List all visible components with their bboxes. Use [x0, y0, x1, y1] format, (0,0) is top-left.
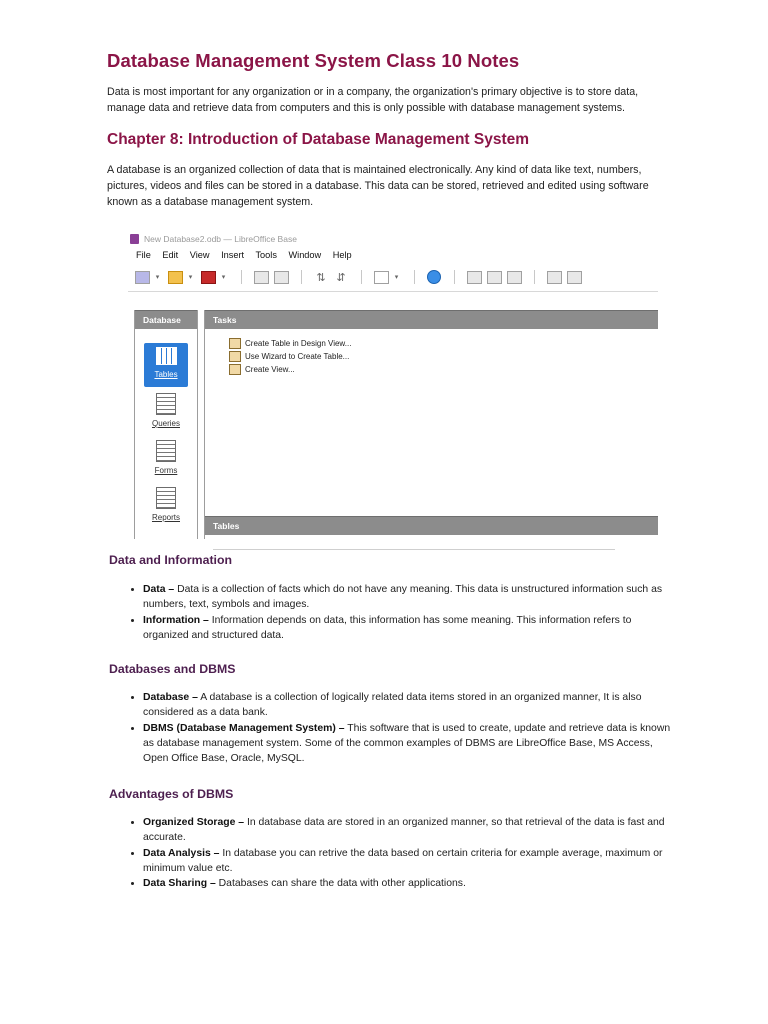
wizard-icon — [229, 351, 241, 362]
nav-forms-label: Forms — [154, 466, 178, 475]
task-label: Use Wizard to Create Table... — [245, 352, 350, 361]
reports-icon — [156, 487, 176, 509]
tables-pane-header: Tables — [205, 516, 658, 535]
task-label: Create Table in Design View... — [245, 339, 352, 348]
toolbar-separator — [293, 269, 309, 285]
bullet-list — [130, 815, 678, 891]
table-view-icon[interactable] — [466, 269, 482, 285]
task-table-wizard[interactable] — [229, 351, 349, 362]
form-dropdown-icon[interactable]: ▾ — [394, 274, 399, 281]
document-icon[interactable] — [566, 269, 582, 285]
sort-descending-icon[interactable]: ⇵ — [336, 271, 346, 284]
bullet-list — [130, 690, 678, 766]
list-item — [143, 815, 678, 846]
help-icon[interactable] — [426, 269, 442, 285]
design-table-icon — [229, 338, 241, 349]
intro-paragraph: Data is most important for any organization or in a company, the organization's primary objective is to store data, manage data and retrieve data from computers and this is only possible with database management systems. — [107, 86, 639, 114]
save-dropdown-icon[interactable]: ▾ — [221, 274, 226, 281]
new-document-icon[interactable] — [134, 269, 150, 285]
list-item-term: Data Analysis – — [143, 847, 220, 859]
window-title: New Database2.odb — LibreOffice Base — [144, 234, 297, 244]
list-item-text: Data is a collection of facts which do not have any meaning. This data is unstructured information such as numbers, text, symbols and images. — [143, 584, 663, 611]
libreoffice-base-icon — [130, 234, 139, 244]
nav-queries-label: Queries — [151, 419, 180, 428]
section-heading: Data and Information — [109, 553, 232, 567]
toolbar-divider — [128, 291, 658, 292]
toolbar-separator — [446, 269, 462, 285]
menu-insert[interactable]: Insert — [221, 250, 245, 260]
list-item-term: DBMS (Database Management System) – — [143, 722, 345, 734]
list-item — [143, 721, 678, 767]
new-dropdown-icon[interactable]: ▾ — [155, 274, 160, 281]
nav-forms[interactable] — [135, 440, 197, 475]
list-item — [143, 613, 678, 644]
page-title: Database Management System Class 10 Notes — [107, 50, 520, 71]
sort-ascending-icon[interactable]: ⇅ — [316, 271, 326, 284]
task-label: Create View... — [245, 365, 295, 374]
list-item — [143, 876, 678, 891]
open-dropdown-icon[interactable]: ▾ — [188, 274, 193, 281]
window-titlebar — [130, 232, 297, 246]
list-item-term: Database – — [143, 692, 198, 703]
section-heading: Advantages of DBMS — [109, 787, 234, 801]
task-create-view[interactable] — [229, 364, 295, 375]
libreoffice-base-screenshot — [128, 226, 658, 539]
menu-view[interactable]: View — [189, 250, 210, 260]
list-item-text: In database you can retrive the data based on certain criteria for example average, maximum or minimum value etc. — [143, 847, 663, 874]
toolbar-separator — [526, 269, 542, 285]
list-item-text: This software that is used to create, update and retrieve data is known as database management system. Some of the common examples of DBMS are LibreOffice Base, MS Access, Open Office Base, Oracle, MySQL. — [143, 722, 671, 765]
tables-icon — [156, 347, 177, 365]
tasks-pane — [204, 310, 658, 539]
database-pane-header: Database — [135, 310, 197, 329]
nav-tables[interactable] — [144, 343, 188, 387]
nav-reports[interactable] — [135, 487, 197, 522]
list-item-term: Information – — [143, 614, 209, 626]
list-view-icon[interactable] — [486, 269, 502, 285]
bullet-list — [130, 582, 678, 643]
copy-icon[interactable] — [253, 269, 269, 285]
forms-icon — [156, 440, 176, 462]
nav-tables-label: Tables — [154, 370, 178, 379]
menu-edit[interactable]: Edit — [162, 250, 179, 260]
menu-tools[interactable]: Tools — [255, 250, 277, 260]
list-item — [143, 582, 678, 613]
list-item-text: A database is a collection of logically related data items stored in an organized manner, It is also considered as a data bank. — [143, 692, 642, 719]
menu-window[interactable]: Window — [288, 250, 322, 260]
paste-icon[interactable] — [273, 269, 289, 285]
section-heading: Databases and DBMS — [109, 662, 236, 676]
queries-icon — [156, 393, 176, 415]
list-item-text: Information depends on data, this information has some meaning. This information refers to organized and structured data. — [143, 614, 632, 641]
toolbar — [134, 266, 586, 288]
database-pane — [134, 310, 198, 539]
save-icon[interactable] — [200, 269, 216, 285]
list-item-text: Databases can share the data with other applications. — [218, 878, 466, 890]
list-item-term: Organized Storage – — [143, 817, 245, 828]
nav-reports-label: Reports — [151, 513, 180, 522]
chapter-paragraph: A database is an organized collection of data that is maintained electronically. Any kind of data like text, numbers, pictures, videos and files can be stored in a database. This data can be stored, retrieved and edited using software known as a database management system. — [107, 164, 649, 208]
chapter-heading: Chapter 8: Introduction of Database Management System — [107, 131, 530, 148]
toolbar-separator — [406, 269, 422, 285]
list-item-term: Data – — [143, 584, 175, 595]
horizontal-rule — [213, 549, 615, 550]
menu-bar — [136, 250, 361, 260]
toolbar-separator — [233, 269, 249, 285]
list-item-text: In database data are stored in an organized manner, so that retrieval of the data is fast and accurate. — [143, 817, 665, 844]
nav-queries[interactable] — [135, 393, 197, 428]
menu-file[interactable]: File — [136, 250, 151, 260]
preview-icon[interactable] — [546, 269, 562, 285]
list-item — [143, 846, 678, 877]
task-create-table-design[interactable] — [229, 338, 351, 349]
menu-help[interactable]: Help — [332, 250, 352, 260]
details-view-icon[interactable] — [506, 269, 522, 285]
toolbar-separator — [353, 269, 369, 285]
list-item — [143, 690, 678, 721]
open-folder-icon[interactable] — [167, 269, 183, 285]
tasks-pane-header: Tasks — [205, 310, 658, 329]
view-icon — [229, 364, 241, 375]
form-icon[interactable] — [373, 269, 389, 285]
list-item-term: Data Sharing – — [143, 878, 216, 890]
